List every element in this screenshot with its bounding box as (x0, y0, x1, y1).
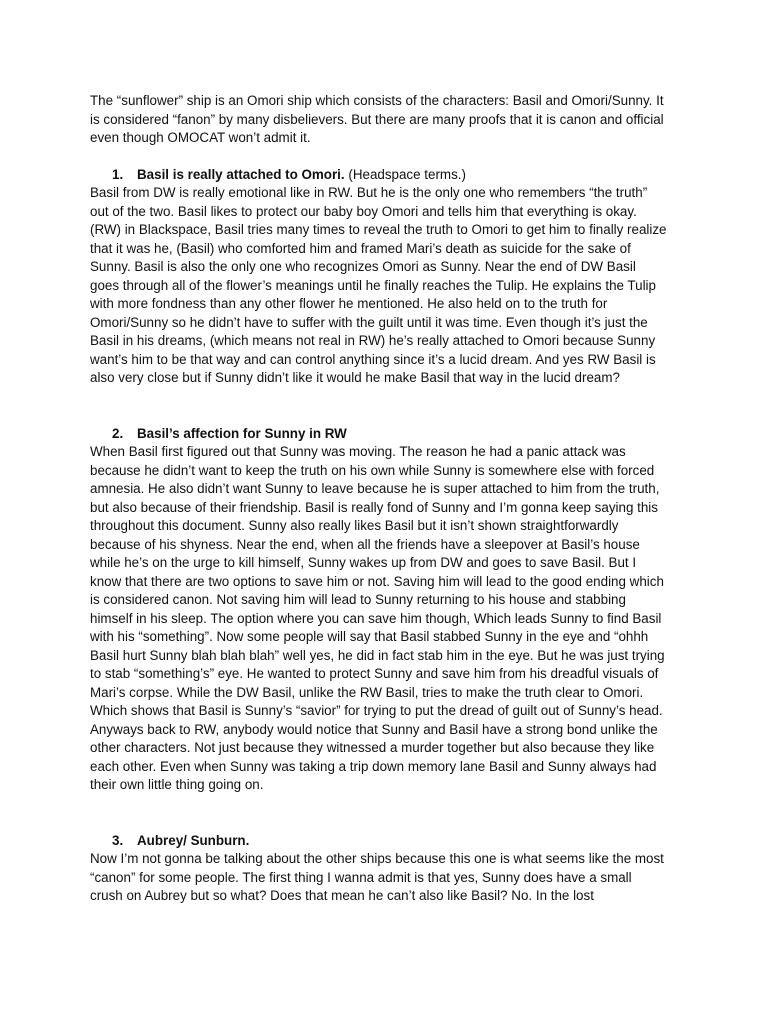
spacer (90, 388, 668, 425)
section-body: Now I’m not gonna be talking about the other ships because this one is what seems like the most “canon” for some people. The first thing I wanna admit is that yes, Sunny does have a small crush on Aubrey but so what? Does that mean he can’t also like Basil? No. In the lost (90, 851, 664, 903)
section-3 (90, 832, 668, 906)
section-number: 2. (112, 425, 124, 441)
section-1 (90, 166, 668, 388)
section-body: Basil from DW is really emotional like in RW. But he is the only one who remembers “the truth” out of the two. Basil likes to protect our baby boy Omori and tells him that everything is okay. (RW) in Blackspace, Basil tries many times to reveal the truth to Omori to get him to finally realize that it was he, (Basil) who comforted him and framed Mari’s death as suicide for the sake of Sunny. Basil is also the only one who recognizes Omori as Sunny. Near the end of DW Basil goes through all of the flower’s meanings until he finally reaches the Tulip. He explains the Tulip with more fondness than any other flower he mentioned. He also held on to the truth for Omori/Sunny so he didn’t have to suffer with the guilt until it was time. Even though it’s just the Basil in his dreams, (which means not real in RW) he’s really attached to Omori because Sunny want’s him to be that way and can control anything since it’s a lucid dream. And yes RW Basil is also very close but if Sunny didn’t like it would he make Basil that way in the lucid dream? (90, 185, 667, 385)
section-title: Aubrey/ Sunburn. (137, 832, 250, 848)
section-heading (90, 425, 668, 444)
section-number: 1. (112, 166, 124, 182)
section-heading (90, 166, 668, 185)
intro-paragraph: The “sunflower” ship is an Omori ship which consists of the characters: Basil and Omori/Sunny. It is considered “fanon” by many disbelievers. But there are many proofs that it is canon and official even though OMOCAT won’t admit it. (90, 93, 664, 145)
section-body: When Basil first figured out that Sunny was moving. The reason he had a panic attack was because he didn’t want to keep the truth on his own while Sunny is somewhere else with forced amnesia. He also didn’t want Sunny to leave because he is super attached to him from the truth, but also because of their friendship. Basil is really fond of Sunny and I’m gonna keep saying this throughout this document. Sunny also really likes Basil but it isn’t shown straightforwardly because of his shyness. Near the end, when all the friends have a sleepover at Basil’s house while he’s on the urge to kill himself, Sunny wakes up from DW and goes to save Basil. But I know that there are two options to save him or not. Saving him will lead to the good ending which is considered canon. Not saving him will lead to Sunny returning to his house and stabbing himself in his sleep. The option where you can save him though, Which leads Sunny to find Basil with his “something”. Now some people will say that Basil stabbed Sunny in the eye and “ohhh Basil hurt Sunny blah blah blah” well yes, he did in fact stab him in the eye. But he was just trying to stab “something’s” eye. He wanted to protect Sunny and save him from his dreadful visuals of Mari’s corpse. While the DW Basil, unlike the RW Basil, tries to make the truth clear to Omori. Which shows that Basil is Sunny’s “savior” for trying to put the dread of guilt out of Sunny’s head. Anyways back to RW, anybody would notice that Sunny and Basil have a strong bond unlike the other characters. Not just because they witnessed a murder together but also because they like each other. Even when Sunny was taking a trip down memory lane Basil and Sunny always had their own little thing going on. (90, 444, 665, 792)
section-note: (Headspace terms.) (344, 166, 466, 182)
section-number: 3. (112, 832, 124, 848)
section-2 (90, 425, 668, 795)
section-title: Basil is really attached to Omori. (137, 166, 345, 182)
section-title: Basil’s affection for Sunny in RW (137, 425, 347, 441)
spacer (90, 795, 668, 832)
section-heading (90, 832, 668, 851)
